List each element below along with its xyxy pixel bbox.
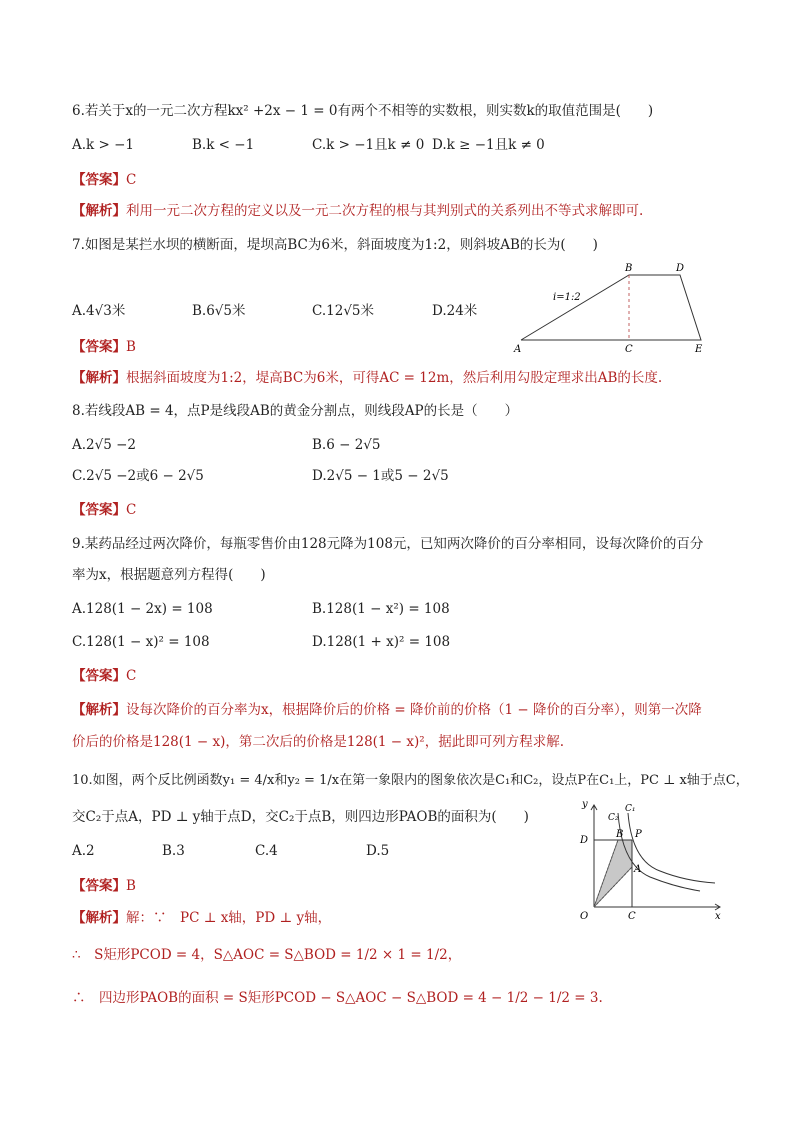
analysis-tag: 【解析】 xyxy=(72,370,126,386)
hyperbola-figure xyxy=(570,795,728,925)
q7-stem: 7.如图是某拦水坝的横断面，堤坝高BC为6米，斜面坡度为1:2，则斜坡AB的长为( ) xyxy=(72,237,598,253)
q9-option-d: D.128(1 + x)² = 108 xyxy=(312,634,451,650)
q10-option-a: A.2 xyxy=(72,843,95,859)
q6-option-c: C.k > −1且k ≠ 0 xyxy=(312,137,425,153)
label-p: P xyxy=(635,829,642,840)
q8-option-c: C.2√5 −2或6 − 2√5 xyxy=(72,468,204,484)
q7-option-b: B.6√5米 xyxy=(192,303,246,319)
q9-answer xyxy=(72,667,136,685)
q8-answer xyxy=(72,501,136,519)
q9-analysis-line2: 价后的价格是128(1 − x)，第二次后的价格是128(1 − x)²，据此即可列方程求解. xyxy=(72,734,564,750)
q6-answer xyxy=(72,171,136,189)
answer-tag: 【答案】 xyxy=(72,668,126,684)
q10-analysis-line3: ∴ 四边形PAOB的面积 = S矩形PCOD − S△AOC − S△BOD = 4 − 1/2 − 1/2 = 3. xyxy=(72,990,603,1006)
q6-option-a: A.k > −1 xyxy=(72,137,135,153)
label-d: D xyxy=(580,835,589,846)
q10-option-c: C.4 xyxy=(255,843,278,859)
answer-tag: 【答案】 xyxy=(72,172,126,188)
analysis-text: 根据斜面坡度为1:2，堤高BC为6米，可得AC = 12m，然后利用勾股定理求出AB的长度. xyxy=(126,370,663,386)
q7-option-a: A.4√3米 xyxy=(72,303,126,319)
q9-option-b: B.128(1 − x²) = 108 xyxy=(312,601,450,617)
q9-stem-line2: 率为x，根据题意列方程得( ) xyxy=(72,567,266,583)
label-a: A xyxy=(634,864,642,875)
analysis-text: 设每次降价的百分率为x，根据降价后的价格 = 降价前的价格（1 − 降价的百分率），则第一次降 xyxy=(126,702,702,718)
axis-y-label: y xyxy=(582,799,588,810)
dam-cross-section-figure xyxy=(508,260,708,354)
label-c: C xyxy=(625,344,633,354)
answer-value: C xyxy=(126,668,137,684)
analysis-tag: 【解析】 xyxy=(72,702,126,718)
axis-x-label: x xyxy=(715,911,721,922)
label-c: C xyxy=(628,911,636,922)
q8-option-a: A.2√5 −2 xyxy=(72,437,137,453)
q10-stem-line1: 10.如图，两个反比例函数y₁ = 4/x和y₂ = 1/x在第一象限内的图象依次是C₁和C₂，设点P在C₁上，PC ⊥ x轴于点C， xyxy=(72,773,749,788)
label-a: A xyxy=(514,344,522,354)
q10-option-b: B.3 xyxy=(162,843,185,859)
analysis-text: 利用一元二次方程的定义以及一元二次方程的根与其判别式的关系列出不等式求解即可. xyxy=(126,203,644,219)
slope-label: i=1:2 xyxy=(553,292,581,303)
q10-stem-line2: 交C₂于点A，PD ⊥ y轴于点D，交C₂于点B，则四边形PAOB的面积为( ) xyxy=(72,809,529,825)
q7-analysis xyxy=(72,369,662,387)
q10-analysis-line1 xyxy=(72,909,331,927)
answer-tag: 【答案】 xyxy=(72,502,126,518)
analysis-text: 解：∵ PC ⊥ x轴，PD ⊥ y轴， xyxy=(126,910,332,926)
q10-answer xyxy=(72,877,136,895)
q6-analysis xyxy=(72,202,643,220)
analysis-tag: 【解析】 xyxy=(72,910,126,926)
q7-option-d: D.24米 xyxy=(432,303,478,319)
q6-option-d: D.k ≥ −1且k ≠ 0 xyxy=(432,137,545,153)
q7-option-c: C.12√5米 xyxy=(312,303,375,319)
q10-option-d: D.5 xyxy=(366,843,390,859)
q10-analysis-line2: ∴ S矩形PCOD = 4，S△AOC = S△BOD = 1/2 × 1 = 1/2， xyxy=(72,947,462,963)
answer-tag: 【答案】 xyxy=(72,878,126,894)
q9-option-a: A.128(1 − 2x) = 108 xyxy=(72,601,213,617)
label-b: B xyxy=(616,829,624,840)
label-b: B xyxy=(625,263,633,274)
answer-value: B xyxy=(126,339,136,355)
label-c1: C₁ xyxy=(625,804,636,814)
q6-option-b: B.k < −1 xyxy=(192,137,255,153)
analysis-tag: 【解析】 xyxy=(72,203,126,219)
q8-stem: 8.若线段AB = 4，点P是线段AB的黄金分割点，则线段AP的长是（ ） xyxy=(72,403,519,419)
answer-tag: 【答案】 xyxy=(72,339,126,355)
label-d: D xyxy=(676,263,685,274)
q7-answer xyxy=(72,338,136,356)
label-c2: C₂ xyxy=(608,813,619,823)
label-e: E xyxy=(695,344,703,354)
q6-stem: 6.若关于x的一元二次方程kx² +2x − 1 = 0有两个不相等的实数根，则实数k的取值范围是( ) xyxy=(72,103,654,119)
answer-value: C xyxy=(126,502,137,518)
answer-value: B xyxy=(126,878,136,894)
q8-option-b: B.6 − 2√5 xyxy=(312,437,381,453)
q9-analysis-line1 xyxy=(72,701,702,719)
q8-option-d: D.2√5 − 1或5 − 2√5 xyxy=(312,468,449,484)
label-o: O xyxy=(580,911,589,922)
answer-value: C xyxy=(126,172,137,188)
q9-stem-line1: 9.某药品经过两次降价，每瓶零售价由128元降为108元，已知两次降价的百分率相同，设每次降价的百分 xyxy=(72,536,704,552)
q9-option-c: C.128(1 − x)² = 108 xyxy=(72,634,210,650)
